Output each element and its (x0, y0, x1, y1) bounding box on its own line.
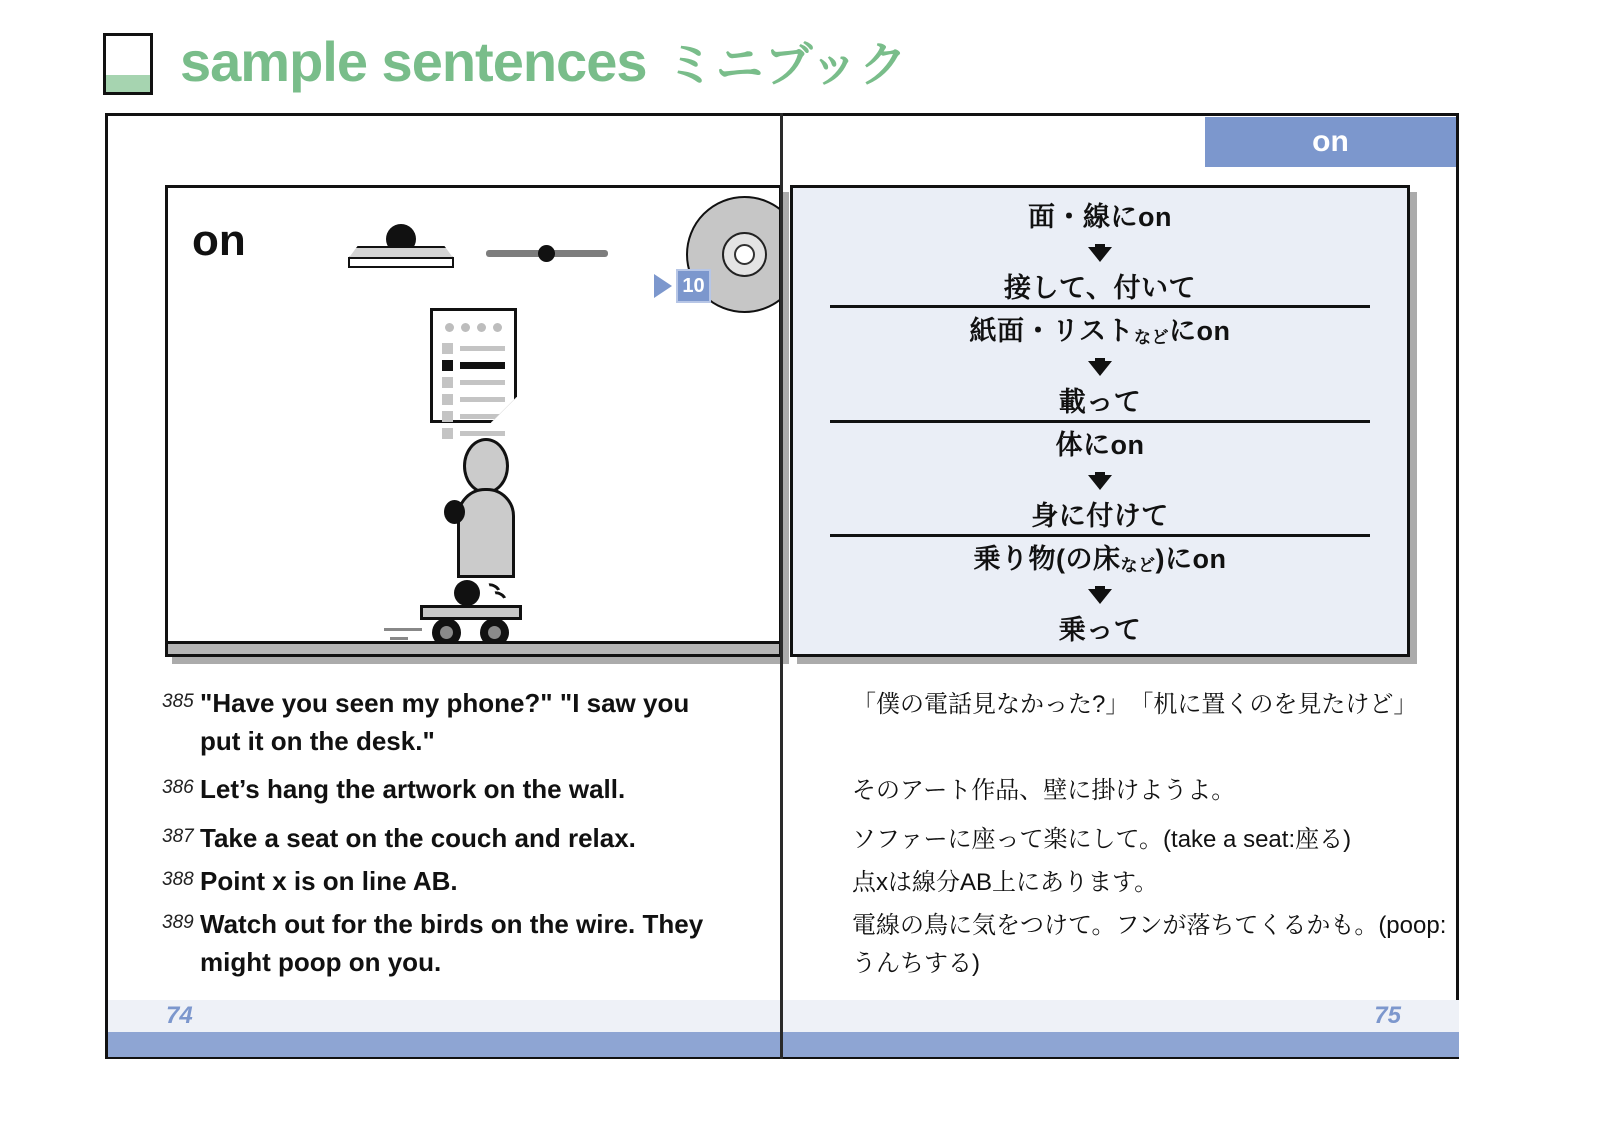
person-body (457, 488, 515, 578)
sentence-row (162, 862, 722, 900)
rule-separator (830, 305, 1370, 308)
sentence-row (162, 905, 722, 981)
down-arrow-icon (1088, 361, 1112, 376)
translation-row: 電線の鳥に気をつけて。フンが落ちてくるかも。(poop: うんちする) (852, 912, 1447, 977)
audio-track-marker (654, 268, 724, 304)
sentence-text: Let’s hang the artwork on the wall. (200, 774, 626, 804)
paper-list-row (442, 377, 505, 388)
down-arrow-icon (1088, 589, 1112, 604)
paper-fold-corner-icon (491, 397, 517, 423)
rule-separator (830, 420, 1370, 423)
usage-rules-panel (790, 185, 1410, 657)
checkbox-green-band (106, 75, 150, 92)
down-arrow-icon (1088, 247, 1112, 262)
rule-condition: 面・線にon (1028, 201, 1172, 232)
tab-on-label: on (1312, 125, 1349, 158)
page-title (180, 26, 908, 95)
rule-meaning: 乗って (1058, 615, 1142, 646)
translation-row: そのアート作品、壁に掛けようよ。 (852, 777, 1236, 804)
rule-condition: 紙面・リストなどにon (969, 315, 1231, 347)
track-number-badge: 10 (676, 269, 711, 303)
ground-floor-bar (168, 641, 779, 654)
rule-surface-line (793, 195, 1407, 305)
tab-on (1205, 117, 1456, 167)
down-arrow-icon (1088, 475, 1112, 490)
paper-list-row-highlight (442, 360, 505, 371)
footer-strip-right (783, 1000, 1459, 1032)
sentence-number: 387 (162, 826, 194, 847)
rule-meaning: 接して、付いて (1004, 272, 1196, 303)
sentence-text: "Have you seen my phone?" "I saw you put it on the desk." (200, 688, 690, 756)
translation-row: ソファーに座って楽にして。(take a seat:座る) (852, 826, 1352, 853)
rule-separator (830, 534, 1370, 537)
page-title-japanese: ミニブック (666, 39, 909, 92)
line-point (538, 245, 555, 262)
illustration-on-label: on (192, 216, 246, 265)
rule-meaning: 載って (1058, 386, 1142, 417)
play-triangle-icon (654, 274, 672, 298)
paper-list-row (442, 343, 505, 354)
sentence-text: Take a seat on the couch and relax. (200, 823, 636, 853)
cart-ball (454, 580, 480, 606)
rule-body (793, 423, 1407, 533)
person-with-badge-icon (450, 438, 520, 588)
rule-meaning: 身に付けて (1031, 501, 1169, 532)
sentence-text: Point x is on line AB. (200, 866, 458, 896)
page-divider (780, 113, 783, 1059)
sentence-number: 386 (162, 777, 194, 798)
rule-vehicle (793, 537, 1407, 647)
point-on-line-icon (486, 244, 608, 262)
bottom-blue-bar (108, 1032, 1459, 1057)
page-number-left: 74 (166, 1002, 193, 1029)
list-paper-icon (430, 308, 517, 423)
sentence-text: Watch out for the birds on the wire. They might poop on you. (200, 909, 704, 977)
sentence-row (162, 770, 722, 808)
rule-paper-list (793, 309, 1407, 419)
page-title-english: sample sentences (180, 30, 647, 93)
cd-hole (734, 244, 755, 265)
cart-platform (420, 605, 522, 620)
sentence-row (162, 819, 722, 857)
sentence-number: 389 (162, 912, 194, 933)
sentence-row (162, 684, 722, 760)
ball-on-cart-icon (418, 580, 528, 642)
speed-line (384, 628, 422, 631)
sentence-number: 385 (162, 691, 194, 712)
translation-row: 「僕の電話見なかった?」 「机に置くのを見たけど」 (852, 691, 1418, 718)
sentence-number: 388 (162, 869, 194, 890)
person-head (463, 438, 509, 494)
rule-condition: 体にon (1055, 430, 1145, 461)
paper-dots (433, 323, 514, 332)
page-number-right: 75 (1374, 1002, 1401, 1029)
footer-strip-left (108, 1000, 780, 1032)
paper-list-rows (442, 343, 505, 445)
speed-line (390, 637, 408, 640)
translation-row: 点xは線分AB上にあります。 (852, 869, 1159, 896)
rule-condition: 乗り物(の床など)にon (973, 544, 1227, 576)
shelf-front-face (348, 257, 454, 268)
chapter-checkbox-icon (103, 33, 153, 95)
ball-on-shelf-icon (348, 224, 454, 268)
illustration-panel (165, 185, 782, 657)
person-badge-dot (444, 500, 465, 524)
